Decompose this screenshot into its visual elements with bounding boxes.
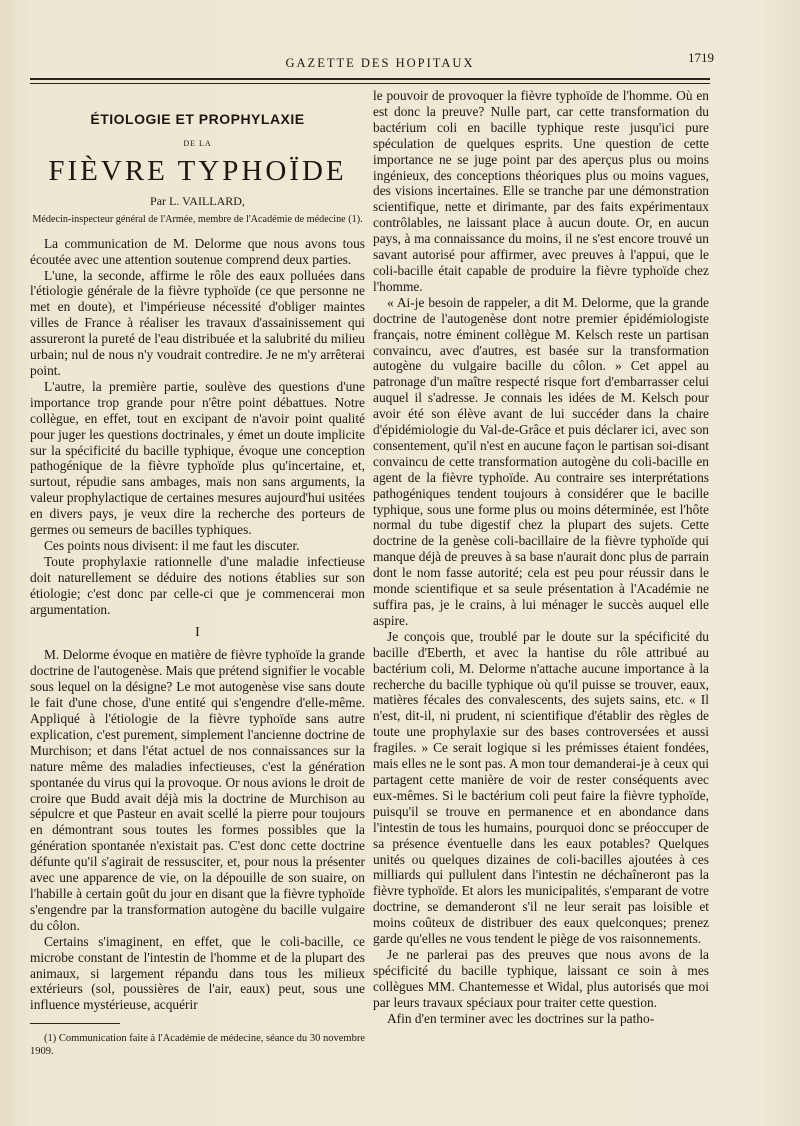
article-title: ÉTIOLOGIE ET PROPHYLAXIE [90, 111, 305, 127]
paragraph: Toute prophylaxie rationnelle d'une maladie infectieuse doit naturellement se déduire des notions établies sur son étiologie; c'est donc par celle-ci que je commencerai mon argumentation. [30, 553, 365, 617]
header-rule-thin [30, 83, 710, 84]
author-line: Par L. VAILLARD, [150, 193, 245, 208]
left-column [30, 100, 365, 1058]
article-title-connector: DE LA [183, 138, 212, 148]
paragraph: Certains s'imaginent, en effet, que le coli-bacille, ce microbe constant de l'intestin de l'homme et de la plupart des animaux, si largement répandu dans tous les milieux extérieurs (sol, poussières de l'air, eaux) peut, sous une influence mystérieuse, acquérir [30, 933, 365, 1013]
paragraph: « Ai-je besoin de rappeler, a dit M. Delorme, que la grande doctrine de l'autogenèse dont notre premier épidémiologiste français, notre éminent collègue M. Kelsch reste un partisan convaincu, avec d'autres, est basée sur la transformation autogène du vulgaire bacille du côlon. » Cet appel au patronage d'un maître respecté risque fort d'embarrasser celui auquel il s'adresse. Je connais les idées de M. Kelsch pour avoir été son élève avant de lui succéder dans la chaire d'épidémiologie du Val-de-Grâce et puis déclarer ici, avec son consentement, qu'il n'est en aucune façon le partisan soi-disant convaincu de cette transformation autogène du coli-bacille en agent de la fièvre typhoïde. Au contraire ses interprétations pathogéniques tendent toujours à considérer que le bacille typhique, sous une forme plus ou moins déterminée, est l'hôte normal du tube digestif chez la plupart des sujets. Cette doctrine de la genèse coli-bacillaire de la fièvre typhoïde qui manque déjà de preuves à sa base n'aurait donc plus de parrain dont le nom fasse autorité; cela est peu pour réussir dans le monde scientifique et sa seule présentation à l'Académie ne suffira pas, je le crains, à lui ménager le succès auquel elle aspire. [373, 294, 709, 628]
paragraph: La communication de M. Delorme que nous avons tous écoutée avec une attention soutenue comprend deux parties. [30, 235, 365, 267]
article-main-title: FIÈVRE TYPHOÏDE [48, 154, 347, 187]
author-affiliation: Médecin-inspecteur général de l'Armée, membre de l'Académie de médecine (1). [32, 213, 363, 225]
paragraph: Je conçois que, troublé par le doute sur la spécificité du bacille d'Eberth, et avec la hantise du rôle attribué au bactérium coli, M. Delorme n'attache aucune importance à la recherche du bacille typhique où qu'il puisse se trouver, eaux, matières fécales des convalescents, des sujets sains, etc. « Il n'est, dit-il, ni prudent, ni scientifique d'établir des règles de toute une prophylaxie sur des bases controversées et aussi fragiles. » Ce serait logique si les prémisses étaient fondées, mais elles ne le sont pas. A mon tour demanderai-je à ceux qui partagent cette manière de voir de rester conséquents avec eux-mêmes. Si le bactérium coli peut faire la fièvre typhoïde, puisqu'il se trouve en permanence et en abondance dans l'intestin de tous les humains, pourquoi donc se préoccuper de sa présence éventuelle dans les eaux potables? Quelques unités ou quelques dizaines de coli-bacilles ajoutées à ces milliards qui pullulent dans l'intestin ne déchaîneront pas la fièvre typhoïde. Et alors les municipalités, s'emparant de votre doctrine, se demanderont s'il ne leur serait pas loisible et moins coûteux de distribuer des eaux quelconques; prenez garde qu'elles ne vous tendent le piège de vos raisonnements. [373, 628, 709, 947]
paragraph: le pouvoir de provoquer la fièvre typhoïde de l'homme. Où en est donc la preuve? Nulle part, car cette transformation du bactérium coli en bacille typhique reste jusqu'ici pure spéculation de quelques esprits. Une question de cette importance ne se juge point par des aperçus plus ou moins ingénieux, des conceptions théoriques plus ou moins vagues, des visions incertaines. Elle se tranche par une démonstration scientifique, nette et dirimante, par des faits expérimentaux contrôlables, ne laissant place à aucun doute. Or, en aucun pays, à ma connaissance du moins, il ne s'est encore trouvé un savant autorisé pour affirmer, avec preuves à l'appui, que le coli-bacille était capable de produire la fièvre typhoïde chez l'homme. [373, 88, 709, 294]
paragraph: L'une, la seconde, affirme le rôle des eaux polluées dans l'étiologie générale de la fièvre typhoïde (ce que personne ne met en doute), et l'impérieuse nécessité d'obliger maintes villes de France à réaliser les travaux d'assainissement qui assureront la pureté de l'eau distribuée et la salubrité du milieu urbain; nul de nous n'y voudrait contredire. Je ne m'y arrêterai point. [30, 267, 365, 378]
paragraph: L'autre, la première partie, soulève des questions d'une importance trop grande pour n'être point débattues. Notre collègue, en effet, tout en excipant de n'avoir point qualité pour juger les questions doctrinales, y émet un doute implicite sur la spécificité du bacille typhique, évoque une conception pathogénique de la fièvre typhoïde plus qu'incertaine, et, surtout, répudie sans ambages, mais non sans arguments, la valeur prophylactique de certaines mesures aujourd'hui usitées en divers pays, je veux dire la recherche des porteurs de germes ou semeurs de bacilles typhiques. [30, 378, 365, 538]
paragraph: Ces points nous divisent: il me faut les discuter. [44, 537, 300, 553]
header-rule [30, 78, 710, 80]
running-title: GAZETTE DES HOPITAUX [285, 56, 475, 70]
section-heading: I [195, 625, 200, 641]
footnote: (1) Communication faite à l'Académie de médecine, séance du 30 novembre 1909. [30, 1033, 365, 1058]
paragraph: Je ne parlerai pas des preuves que nous avons de la spécificité du bacille typhique, laissant ce soin à mes collègues MM. Chantemesse et Widal, plus autorisés que moi par leurs travaux spéciaux pour traiter cette question. [373, 946, 709, 1010]
footnote-divider [30, 1023, 120, 1024]
paragraph: Afin d'en terminer avec les doctrines sur la patho- [387, 1010, 655, 1026]
paragraph: M. Delorme évoque en matière de fièvre typhoïde la grande doctrine de l'autogenèse. Mais que prétend signifier le vocable sous lequel on la désigne? Le mot autogenèse vise sans doute le fait d'une chose, d'une entité qui s'engendre d'elle-même. Appliqué à l'étiologie de la fièvre typhoïde sans autre explication, c'est purement, simplement l'ancienne doctrine de Murchison; et dans l'état actuel de nos connaissances sur la nature même des maladies infectieuses, c'est la génération spontanée du virus qui la provoque. Or nous avions le droit de croire que Budd avait déjà mis la doctrine de Murchison au sépulcre et que Pasteur en avait scellé la pierre pour toujours en démontrant sous toutes les formes possibles que la génération spontanée n'existait pas. C'est donc cette doctrine défunte qu'il s'agirait de ressusciter, et, pour nous la présenter avec une apparence de vie, on la dépouille de son suaire, on l'habille à certain goût du jour en disant que la fièvre typhoïde s'engendre par la transformation autogène du bacille vulgaire du côlon. [30, 647, 365, 933]
right-column [373, 88, 709, 1026]
page-number: 1719 [688, 50, 714, 65]
